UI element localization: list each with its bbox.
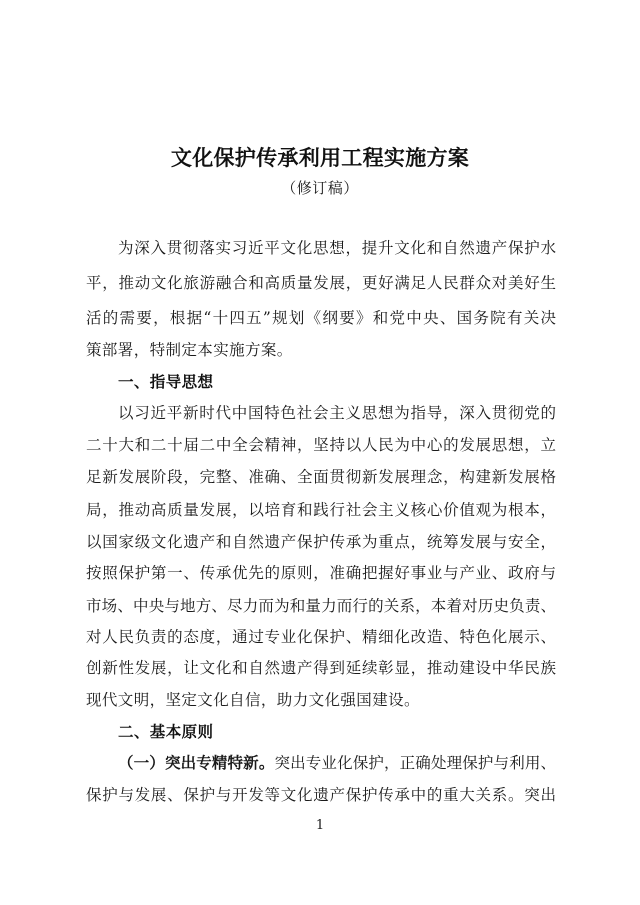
section-heading-basic-principles: 二、基本原则 bbox=[118, 723, 214, 741]
preamble-line: 活的需要，根据“十四五”规划《纲要》和党中央、国务院有关决 bbox=[86, 309, 556, 327]
section1-line: 市场、中央与地方、尽力而为和量力而行的关系，本着对历史负责、 bbox=[86, 597, 556, 615]
section1-line: 创新性发展，让文化和自然遗产得到延续彰显，推动建设中华民族 bbox=[86, 659, 556, 677]
preamble-line: 平，推动文化旅游融合和高质量发展，更好满足人民群众对美好生 bbox=[86, 274, 556, 292]
section1-line: 二十大和二十届二中全会精神，坚持以人民为中心的发展思想，立 bbox=[86, 436, 556, 454]
section-heading-guiding-ideology: 一、指导思想 bbox=[118, 373, 214, 391]
section1-line: 现代文明，坚定文化自信，助力文化强国建设。 bbox=[86, 691, 420, 709]
section1-line: 足新发展阶段，完整、准确、全面贯彻新发展理念，构建新发展格 bbox=[86, 468, 556, 486]
section1-line: 按照保护第一、传承优先的原则，准确把握好事业与产业、政府与 bbox=[86, 564, 556, 582]
section1-line: 对人民负责的态度，通过专业化保护、精细化改造、特色化展示、 bbox=[86, 628, 556, 646]
document-title: 文化保护传承利用工程实施方案 bbox=[170, 145, 470, 170]
document-subtitle: （修订稿） bbox=[281, 179, 359, 197]
preamble-line: 策部署，特制定本实施方案。 bbox=[86, 341, 293, 359]
section1-line: 局，推动高质量发展，以培育和践行社会主义核心价值观为根本， bbox=[86, 501, 556, 519]
item-text: 突出专业化保护，正确处理保护与利用、 bbox=[274, 754, 556, 772]
section2-item1-first-line bbox=[118, 753, 556, 773]
item-label: （一）突出专精特新。 bbox=[118, 753, 275, 772]
section1-line: 以国家级文化遗产和自然遗产保护传承为重点，统筹发展与安全， bbox=[86, 533, 556, 551]
preamble-line: 为深入贯彻落实习近平文化思想，提升文化和自然遗产保护水 bbox=[118, 239, 556, 257]
page-number: 1 bbox=[315, 818, 325, 833]
section2-line: 保护与发展、保护与开发等文化遗产保护传承中的重大关系。突出 bbox=[86, 786, 556, 804]
section1-line: 以习近平新时代中国特色社会主义思想为指导，深入贯彻党的 bbox=[118, 404, 556, 422]
